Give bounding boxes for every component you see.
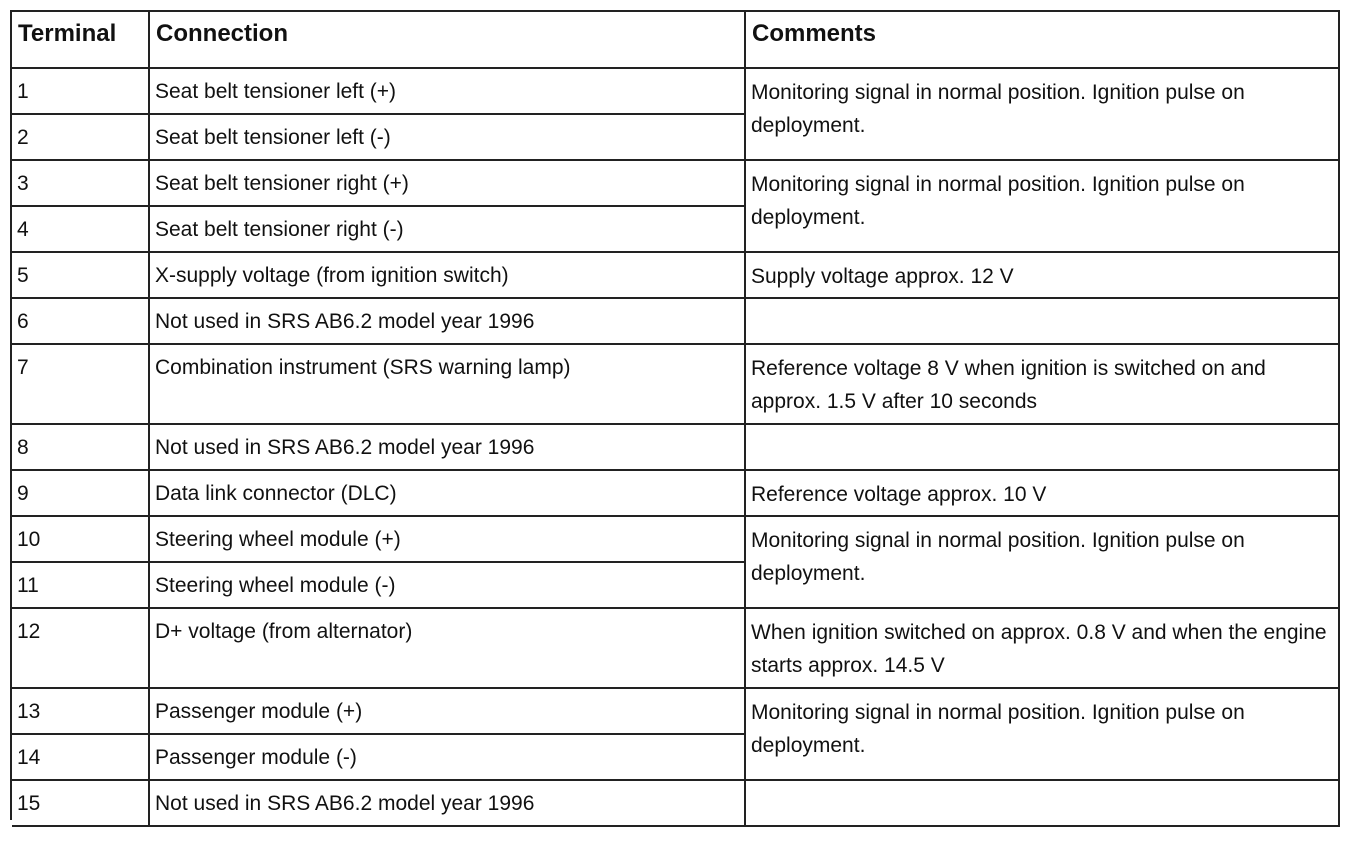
comment-cell: Reference voltage 8 V when ignition is switched on and approx. 1.5 V after 10 seconds [746, 345, 1340, 425]
header-connection: Connection [150, 12, 746, 69]
terminal-cell: 15 [12, 781, 150, 827]
comment-cell: Monitoring signal in normal position. Ignition pulse on deployment. [746, 69, 1340, 161]
connection-cell: Passenger module (+) [150, 689, 746, 735]
terminal-cell: 4 [12, 207, 150, 253]
terminal-cell: 1 [12, 69, 150, 115]
comment-cell [746, 299, 1340, 345]
terminal-cell: 13 [12, 689, 150, 735]
terminal-cell: 8 [12, 425, 150, 471]
terminal-cell: 6 [12, 299, 150, 345]
connection-cell: Not used in SRS AB6.2 model year 1996 [150, 299, 746, 345]
header-comments: Comments [746, 12, 1340, 69]
connection-cell: Steering wheel module (+) [150, 517, 746, 563]
connection-cell: Passenger module (-) [150, 735, 746, 781]
comment-cell: Monitoring signal in normal position. Ignition pulse on deployment. [746, 689, 1340, 781]
connection-cell: Combination instrument (SRS warning lamp) [150, 345, 746, 425]
terminal-cell: 5 [12, 253, 150, 299]
comment-cell: Reference voltage approx. 10 V [746, 471, 1340, 517]
connection-cell: D+ voltage (from alternator) [150, 609, 746, 689]
comment-cell: Supply voltage approx. 12 V [746, 253, 1340, 299]
terminal-cell: 11 [12, 563, 150, 609]
comment-cell: When ignition switched on approx. 0.8 V and when the engine starts approx. 14.5 V [746, 609, 1340, 689]
terminal-cell: 12 [12, 609, 150, 689]
terminal-cell: 14 [12, 735, 150, 781]
connection-cell: Seat belt tensioner left (-) [150, 115, 746, 161]
connection-cell: Not used in SRS AB6.2 model year 1996 [150, 425, 746, 471]
comment-cell: Monitoring signal in normal position. Ignition pulse on deployment. [746, 517, 1340, 609]
connection-cell: Steering wheel module (-) [150, 563, 746, 609]
comment-cell: Monitoring signal in normal position. Ignition pulse on deployment. [746, 161, 1340, 253]
header-terminal: Terminal [12, 12, 150, 69]
terminal-cell: 10 [12, 517, 150, 563]
terminal-cell: 3 [12, 161, 150, 207]
comment-cell [746, 781, 1340, 827]
comment-cell [746, 425, 1340, 471]
connection-cell: X-supply voltage (from ignition switch) [150, 253, 746, 299]
connection-cell: Not used in SRS AB6.2 model year 1996 [150, 781, 746, 827]
terminal-connection-table [10, 10, 1340, 820]
connection-cell: Seat belt tensioner left (+) [150, 69, 746, 115]
connection-cell: Seat belt tensioner right (+) [150, 161, 746, 207]
connection-cell: Seat belt tensioner right (-) [150, 207, 746, 253]
terminal-cell: 7 [12, 345, 150, 425]
terminal-cell: 9 [12, 471, 150, 517]
terminal-cell: 2 [12, 115, 150, 161]
connection-cell: Data link connector (DLC) [150, 471, 746, 517]
